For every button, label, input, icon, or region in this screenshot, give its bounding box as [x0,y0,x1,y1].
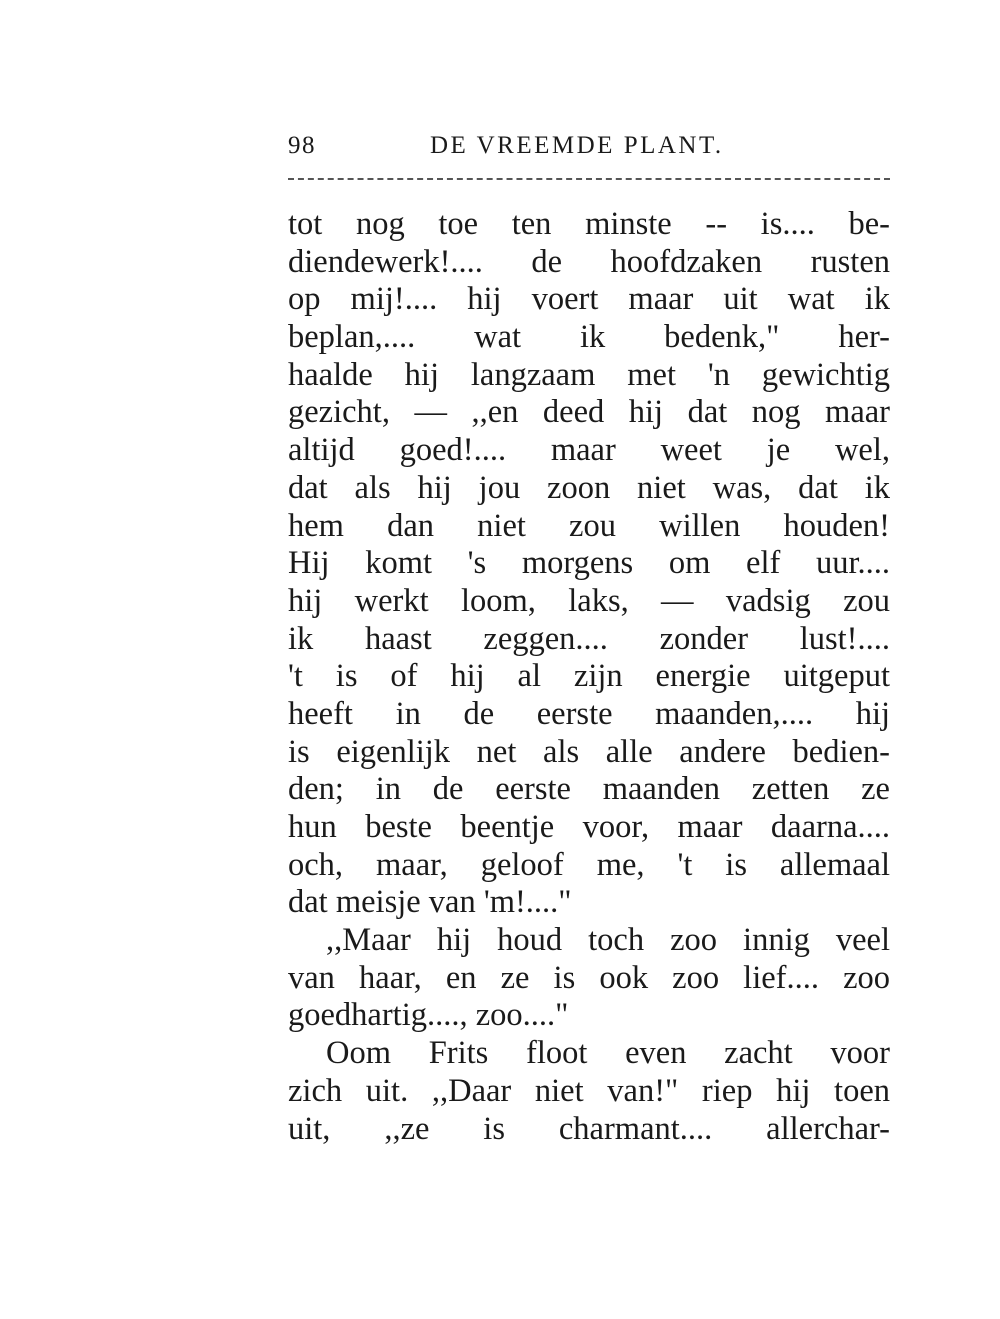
text-line: den; in de eerste maanden zetten ze [288,771,890,808]
text-line: goedhartig...., zoo...." [288,997,569,1034]
text-line: dat meisje van 'm!...." [288,884,572,921]
text-line: hem dan niet zou willen houden! [288,507,890,544]
running-head [288,128,890,164]
text-line: uit, ,,ze is charmant.... allerchar- [288,1110,890,1147]
text-line: op mij!.... hij voert maar uit wat ik [288,281,890,318]
body-text [288,206,890,1148]
text-line: Hij komt 's morgens om elf uur.... [288,545,890,582]
text-line: gezicht, — ,,en deed hij dat nog maar [288,394,890,431]
text-line: is eigenlijk net als alle andere bedien- [288,733,890,770]
text-line: haalde hij langzaam met 'n gewichtig [288,356,890,393]
text-line: hij werkt loom, laks, — vadsig zou [288,582,890,619]
text-line: 't is of hij al zijn energie uitgeput [288,658,890,695]
text-line: van haar, en ze is ook zoo lief.... zoo [288,959,890,996]
text-line: heeft in de eerste maanden,.... hij [288,695,890,732]
text-line: ik haast zeggen.... zonder lust!.... [288,620,890,657]
text-line: dat als hij jou zoon niet was, dat ik [288,469,890,506]
text-line: diendewerk!.... de hoofdzaken rusten [288,243,890,280]
page-number: 98 [288,132,316,159]
text-line: zich uit. ,,Daar niet van!" riep hij toen [288,1072,890,1109]
text-line: ,,Maar hij houd toch zoo innig veel [326,922,890,959]
text-line: hun beste beentje voor, maar daarna.... [288,809,890,845]
header-rule [288,178,890,180]
running-title: DE VREEMDE PLANT. [430,132,724,159]
text-line: tot nog toe ten minste -- is.... be- [288,206,890,242]
text-line: beplan,.... wat ik bedenk," her- [288,319,890,356]
text-line: altijd goed!.... maar weet je wel, [288,432,890,469]
text-line: och, maar, geloof me, 't is allemaal [288,846,890,883]
text-line: Oom Frits floot even zacht voor [326,1035,890,1072]
